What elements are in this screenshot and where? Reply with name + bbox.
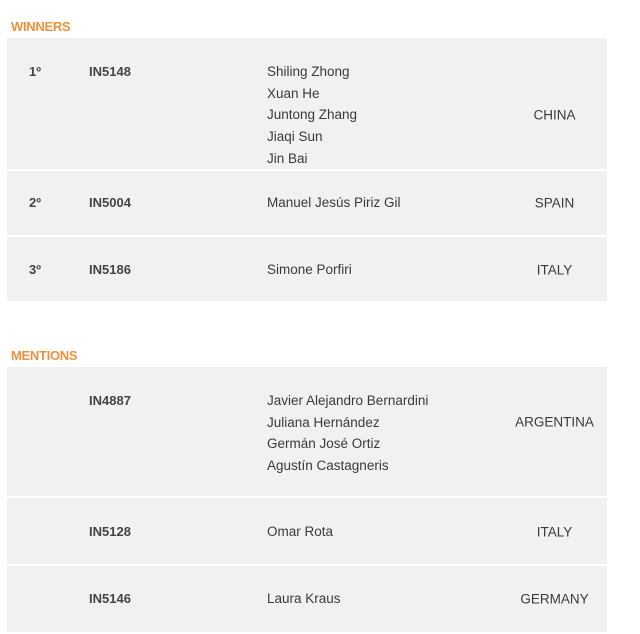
participant-name: Laura Kraus: [267, 591, 341, 606]
entry-code: IN5128: [89, 524, 131, 539]
participant-name: Juliana Hernández: [267, 414, 380, 430]
mentions-heading: MENTIONS: [11, 348, 78, 363]
participant-name: Juntong Zhang: [267, 107, 358, 123]
participant-name: Jiaqi Sun: [267, 129, 323, 145]
country-label: ITALY: [536, 262, 573, 278]
entry-code: IN5186: [89, 262, 131, 277]
country-label: ARGENTINA: [515, 414, 594, 430]
country-label: ITALY: [536, 524, 573, 540]
table-row: [7, 237, 607, 303]
participant-name: Agustín Castagneris: [267, 458, 389, 474]
table-row: [7, 566, 607, 634]
participant-name: Omar Rota: [267, 524, 334, 539]
mentions-table: [7, 367, 607, 634]
participant-name: Germán José Ortiz: [267, 436, 381, 452]
entry-code: IN5004: [89, 195, 131, 210]
participant-names: [267, 259, 352, 281]
table-row: [7, 38, 607, 171]
place-label: 2º: [29, 195, 41, 210]
participant-name: Simone Porfiri: [267, 262, 352, 277]
participant-names: [267, 390, 428, 477]
participant-name: Manuel Jesús Piriz Gil: [267, 195, 401, 210]
participant-names: [267, 61, 357, 170]
country-label: SPAIN: [534, 195, 575, 211]
country-label: GERMANY: [520, 591, 589, 607]
table-row: [7, 498, 607, 566]
participant-name: Shiling Zhong: [267, 64, 350, 79]
entry-code: IN4887: [89, 393, 131, 408]
place-label: 1º: [29, 64, 41, 79]
participant-name: Xuan He: [267, 85, 320, 101]
entry-code: IN5146: [89, 591, 131, 606]
participant-names: [267, 192, 401, 214]
participant-names: [267, 588, 341, 610]
place-label: 3º: [29, 262, 41, 277]
winners-heading: WINNERS: [11, 19, 71, 34]
table-row: [7, 171, 607, 237]
participant-name: Javier Alejandro Bernardini: [267, 393, 429, 408]
participant-names: [267, 521, 333, 543]
winners-table: [7, 38, 607, 303]
participant-name: Jin Bai: [267, 150, 308, 166]
entry-code: IN5148: [89, 64, 131, 79]
country-label: CHINA: [533, 107, 576, 123]
table-row: [7, 367, 607, 498]
